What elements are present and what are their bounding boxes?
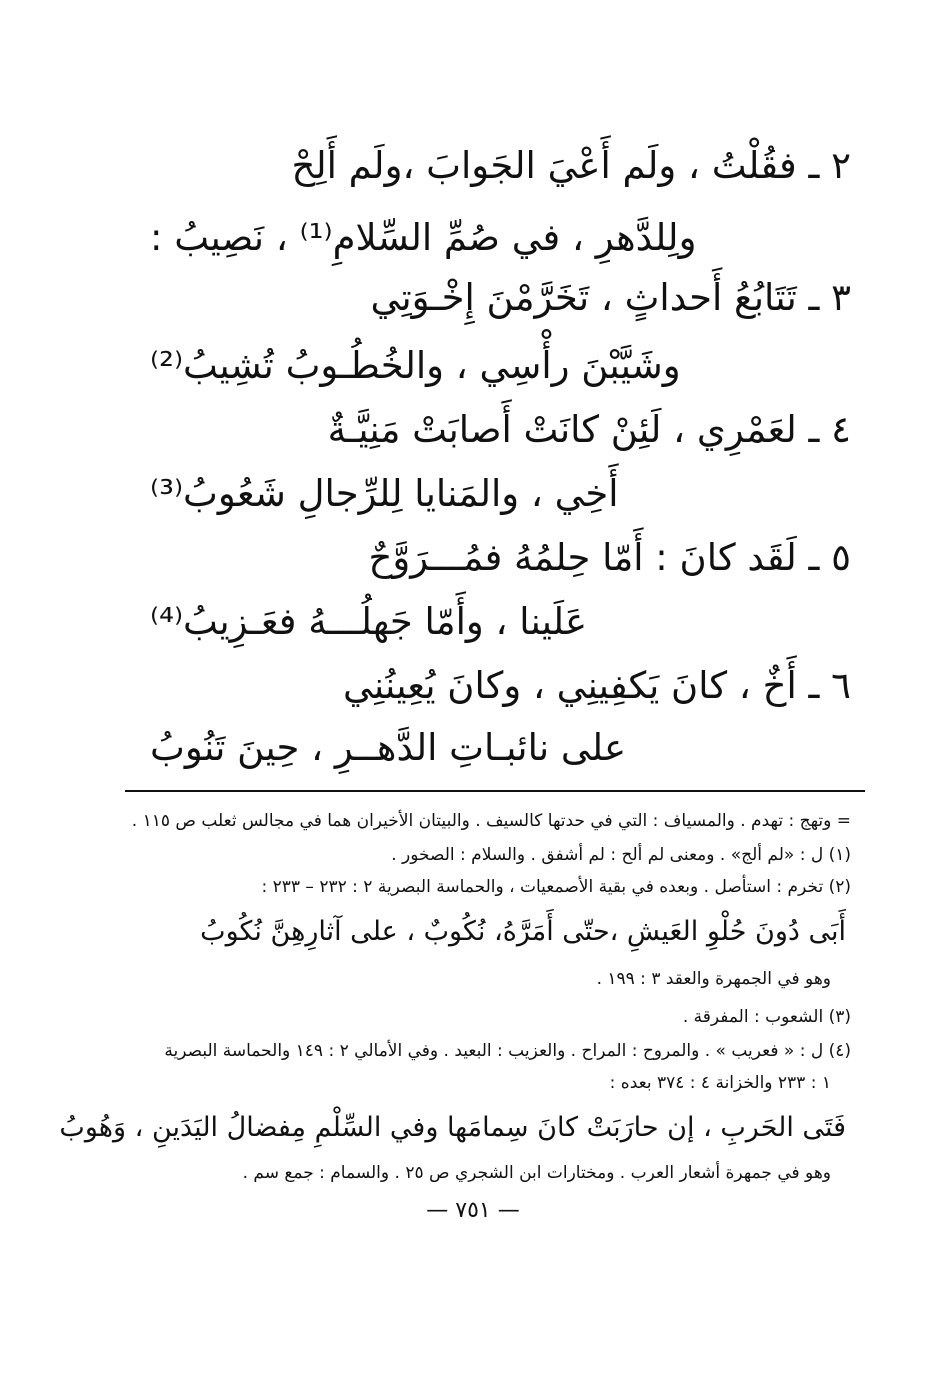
verse-4-first-hemistich: ٤ ـ لعَمْرِي ، لَئِنْ كانَتْ أَصابَتْ مَنِيَّـةٌ xyxy=(327,408,851,451)
footnote-1: (١) ل : «لم ألج» . ومعنى لم ألح : لم أشفق . والسلام : الصخور . xyxy=(391,845,851,865)
verse-6-first-hemistich: ٦ ـ أَخٌ ، كانَ يَكفِينِي ، وكانَ يُعِينُنِي xyxy=(343,664,851,707)
footnote-2: (٢) تخرم : استأصل . وبعده في بقية الأصمعيات ، والحماسة البصرية ٢ : ٢٣٢ – ٢٣٣ : xyxy=(261,877,851,897)
footnote-separator xyxy=(125,790,865,792)
footnote-continuation: = وتهج : تهدم . والمسياف : التي في حدتها كالسيف . والبيتان الأخيران هما في مجالس ثعلب ص ١١٥ . xyxy=(131,811,851,831)
footnote-3: (٣) الشعوب : المفرقة . xyxy=(682,1007,851,1027)
verse-6-second-hemistich: على نائبـاتِ الدَّهــرِ ، حِينَ تَنُوبُ xyxy=(150,726,627,769)
footnote-4-quoted-verse: فَتَى الحَربِ ، إن حارَبَتْ كانَ سِمامَها وفي السِّلْمِ مِفضالُ اليَدَينِ ، وَهُوبُ xyxy=(59,1112,846,1143)
verse-5-second-hemistich: عَلَينا ، وأَمّا جَهلُـــهُ فعَـزِيبُ⁽⁴⁾ xyxy=(150,600,588,643)
footnote-2-quoted-verse: أَبَى دُونَ حُلْوِ العَيشِ ،حتّى أَمَرَّهُ، نُكُوبٌ ، على آثارِهِنَّ نُكُوبُ xyxy=(200,916,846,947)
verse-3-second-hemistich: وشَيَّبْنَ رأْسِي ، والخُطُـوبُ تُشِيبُ⁽²⁾ xyxy=(150,344,681,387)
page-number: — ٧٥١ — xyxy=(426,1198,520,1223)
verse-5-first-hemistich: ٥ ـ لَقَد كانَ : أَمّا حِلمُهُ فمُـــرَوَّحٌ xyxy=(368,536,851,579)
verse-2-second-hemistich: ولِلدَّهرِ ، في صُمِّ السِّلامِ⁽¹⁾ ، نَصِيبُ : xyxy=(150,216,697,259)
footnote-4-source: وهو في جمهرة أشعار العرب . ومختارات ابن الشجري ص ٢٥ . والسمام : جمع سم . xyxy=(242,1163,831,1183)
verse-3-first-hemistich: ٣ ـ تَتَابُعُ أَحداثٍ ، تَخَرَّمْنَ إِخْـوَتِي xyxy=(370,276,851,319)
verse-4-second-hemistich: أَخِي ، والمَنايا لِلرِّجالِ شَعُوبُ⁽³⁾ xyxy=(150,472,619,515)
verse-2-first-hemistich: ٢ ـ فقُلْتُ ، ولَم أَعْيَ الجَوابَ ،ولَم أَلِحْ xyxy=(291,144,851,187)
footnote-4: (٤) ل : « فعريب » . والمروح : المراح . والعزيب : البعيد . وفي الأمالي ٢ : ١٤٩ والحماسة البصرية xyxy=(164,1041,851,1061)
footnote-2-source: وهو في الجمهرة والعقد ٣ : ١٩٩ . xyxy=(596,969,831,989)
footnote-4-continuation: ١ : ٢٣٣ والخزانة ٤ : ٣٧٤ بعده : xyxy=(609,1073,831,1093)
